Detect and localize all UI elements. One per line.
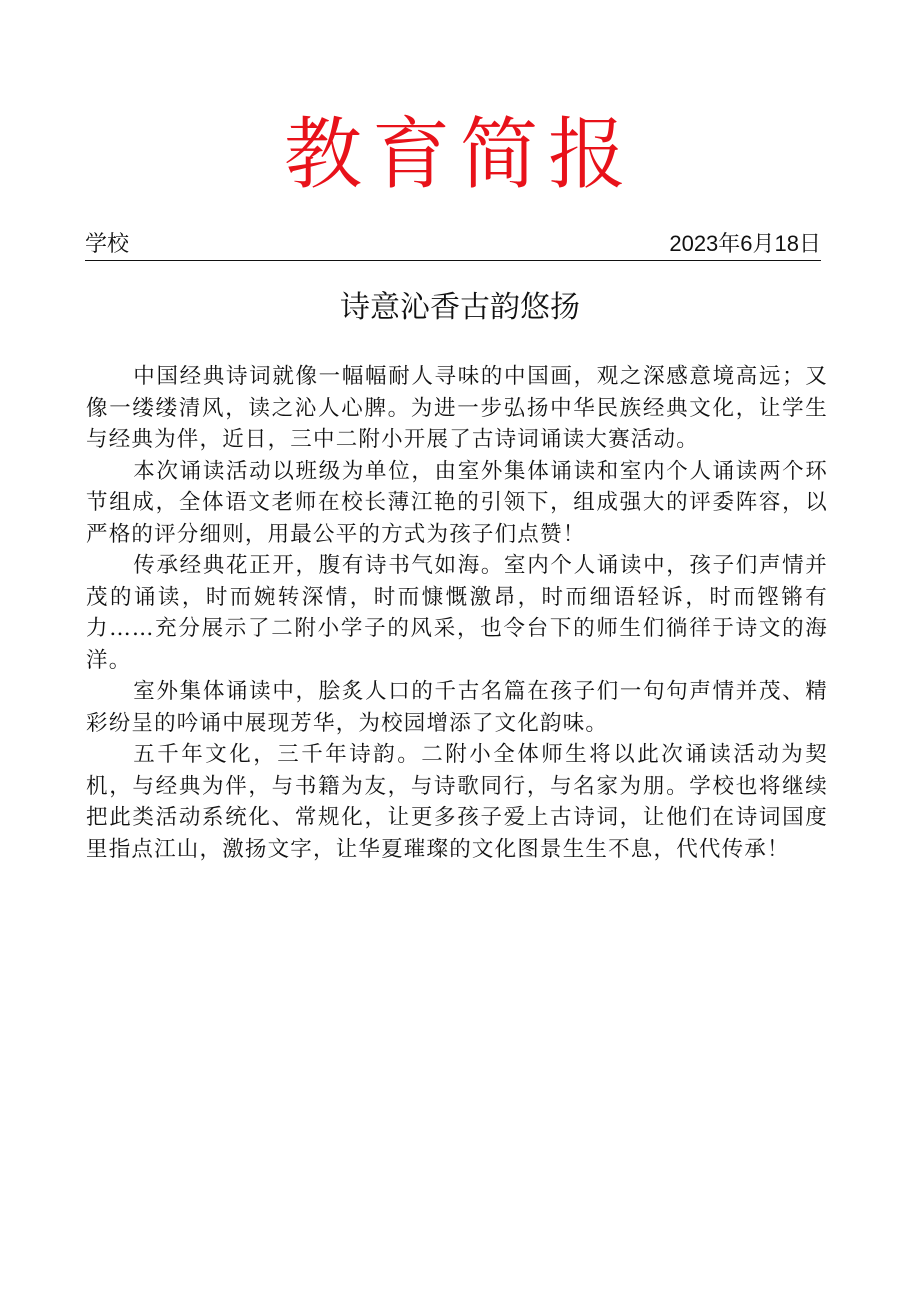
paragraph-5: 五千年文化，三千年诗韵。二附小全体师生将以此次诵读活动为契机，与经典为伴，与书籍为友，与诗歌同行，与名家为朋。学校也将继续把此类活动系统化、常规化，让更多孩子爱上古诗词，让他们在诗词国度里指点江山，激扬文字，让华夏璀璨的文化图景生生不息，代代传承！ [86, 742, 828, 862]
article-body [86, 361, 828, 865]
paragraph-4: 室外集体诵读中，脍炙人口的千古名篇在孩子们一句句声情并茂、精彩纷呈的吟诵中展现芳华，为校园增添了文化韵味。 [86, 679, 828, 736]
paragraph-1: 中国经典诗词就像一幅幅耐人寻味的中国画，观之深感意境高远；又像一缕缕清风，读之沁人心脾。为进一步弘扬中华民族经典文化，让学生与经典为伴，近日，三中二附小开展了古诗词诵读大赛活动。 [86, 364, 828, 452]
masthead-title: 教育简报 [283, 110, 636, 200]
issue-date: 2023年6月18日 [669, 231, 821, 256]
meta-line [85, 228, 821, 261]
article-title: 诗意沁香古韵悠扬 [340, 290, 580, 325]
paragraph-2: 本次诵读活动以班级为单位，由室外集体诵读和室内个人诵读两个环节组成，全体语文老师在校长薄江艳的引领下，组成强大的评委阵容，以严格的评分细则，用最公平的方式为孩子们点赞！ [86, 458, 828, 547]
paragraph-3: 传承经典花正开，腹有诗书气如海。室内个人诵读中，孩子们声情并茂的诵读，时而婉转深情，时而慷慨激昂，时而细语轻诉，时而铿锵有力……充分展示了二附小学子的风采，也令台下的师生们徜徉于诗文的海洋。 [86, 553, 828, 673]
school-label: 学校 [85, 231, 130, 256]
